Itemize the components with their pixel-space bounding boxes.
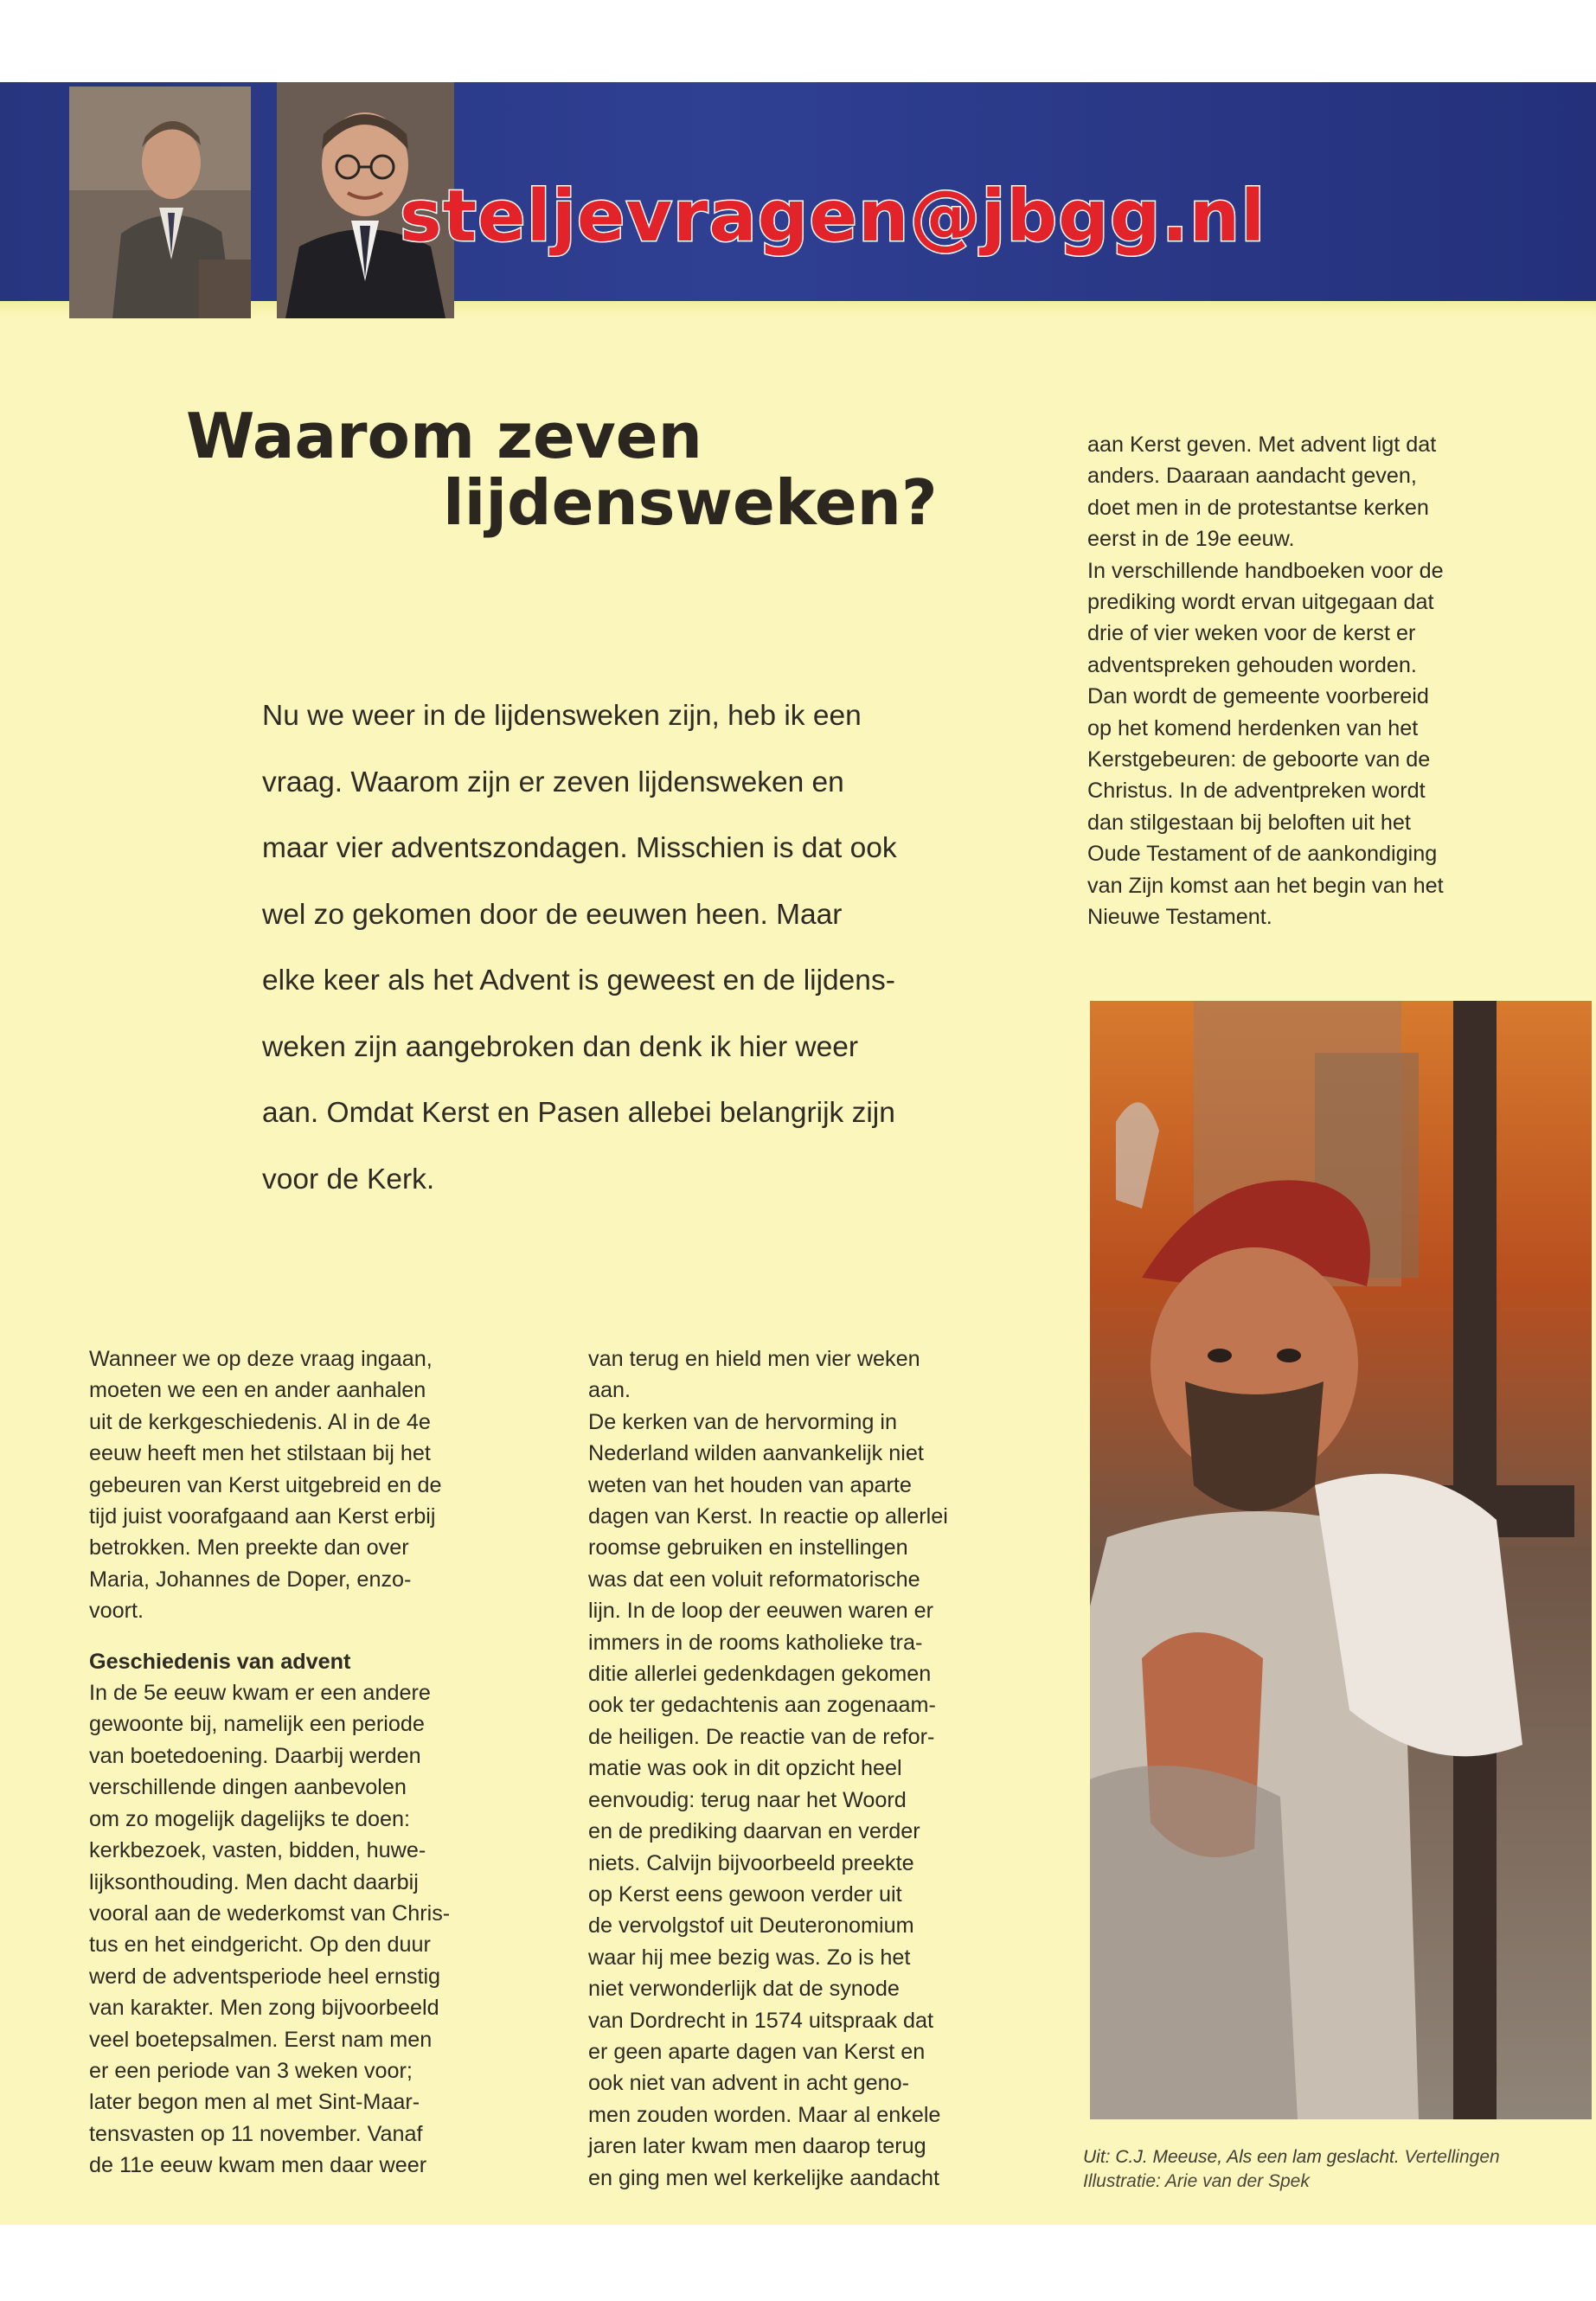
intro-line: Nu we weer in de lijdensweken zijn, heb ik een <box>262 700 862 732</box>
body-line: Maria, Johannes de Doper, enzo- <box>89 1567 412 1592</box>
body-line: In verschillende handboeken voor de <box>1087 558 1444 583</box>
body-line: van boetedoening. Daarbij werden <box>89 1743 421 1768</box>
body-line: moeten we een en ander aanhalen <box>89 1378 426 1403</box>
body-line: lijn. In de loop der eeuwen waren er <box>588 1599 934 1624</box>
body-line: lijksonthouding. Men dacht daarbij <box>89 1869 419 1894</box>
body-line: ook niet van advent in acht geno- <box>588 2071 910 2096</box>
intro-line: elke keer als het Advent is geweest en de lijdens- <box>262 965 895 997</box>
body-line: er geen aparte dagen van Kerst en <box>588 2039 926 2064</box>
body-line: In de 5e eeuw kwam er een andere <box>89 1681 431 1706</box>
body-line: op Kerst eens gewoon verder uit <box>588 1881 902 1907</box>
body-line: om zo mogelijk dagelijks te doen: <box>89 1806 411 1831</box>
body-line: verschillende dingen aanbevolen <box>89 1775 407 1800</box>
body-line: en de prediking daarvan en verder <box>588 1819 920 1844</box>
body-line: de heiligen. De reactie van de refor- <box>588 1724 935 1749</box>
intro-line: aan. Omdat Kerst en Pasen allebei belangrijk zijn <box>262 1097 895 1129</box>
section-subheading: Geschiedenis van advent <box>89 1649 351 1674</box>
body-column-2 <box>588 1343 1055 2194</box>
body-line: van Zijn komst aan het begin van het <box>1087 873 1444 898</box>
body-line: ook ter gedachtenis aan zogenaam- <box>588 1693 936 1718</box>
intro-line: maar vier adventszondagen. Misschien is dat ook <box>262 832 897 864</box>
intro-line: voor de Kerk. <box>262 1163 435 1195</box>
body-line: gebeuren van Kerst uitgebreid en de <box>89 1472 442 1497</box>
headline-line-1: Waarom zeven <box>186 400 702 472</box>
body-line: prediking wordt ervan uitgegaan dat <box>1087 590 1434 615</box>
intro-line: wel zo gekomen door de eeuwen heen. Maar <box>262 898 843 931</box>
body-line: de 11e eeuw kwam men daar weer <box>89 2153 427 2178</box>
caption-line-2: Illustratie: Arie van der Spek <box>1083 2171 1310 2191</box>
body-line: ditie allerlei gedenkdagen gekomen <box>588 1662 932 1687</box>
headline-line-2: lijdensweken? <box>443 466 938 539</box>
body-line: veel boetepsalmen. Eerst nam men <box>89 2027 433 2052</box>
body-line: van karakter. Men zong bijvoorbeeld <box>89 1996 439 2021</box>
body-column-1 <box>89 1343 556 2182</box>
body-line: van Dordrecht in 1574 uitspraak dat <box>588 2008 934 2033</box>
body-line: matie was ook in dit opzicht heel <box>588 1756 902 1781</box>
body-line: aan. <box>588 1378 631 1403</box>
body-line: De kerken van de hervorming in <box>588 1409 898 1434</box>
body-line: men zouden worden. Maar al enkele <box>588 2102 941 2127</box>
intro-question <box>262 683 1041 1213</box>
caption-source-cont: Vertellingen <box>1404 2147 1500 2167</box>
body-line: immers in de rooms katholieke tra- <box>588 1630 923 1655</box>
caption-source: Uit: C.J. Meeuse, Als een lam geslacht. <box>1083 2147 1405 2167</box>
body-line: anders. Daaraan aandacht geven, <box>1087 464 1417 489</box>
column-email-title: steljevragen@jbgg.nl <box>400 176 1266 258</box>
body-line: Nederland wilden aanvankelijk niet <box>588 1441 924 1466</box>
body-line: Dan wordt de gemeente voorbereid <box>1087 684 1429 709</box>
intro-line: weken zijn aangebroken dan denk ik hier weer <box>262 1030 859 1063</box>
body-line: doet men in de protestantse kerken <box>1087 495 1429 520</box>
body-line: later begon men al met Sint-Maar- <box>89 2090 420 2115</box>
body-line: op het komend herdenken van het <box>1087 715 1419 740</box>
body-line: Oude Testament of de aankondiging <box>1087 842 1438 867</box>
illustration-simon-carrying-cross <box>1090 1001 1592 2119</box>
body-line: van terug en hield men vier weken <box>588 1347 920 1371</box>
body-line: voort. <box>89 1599 144 1624</box>
body-line: adventspreken gehouden worden. <box>1087 652 1417 677</box>
body-line: was dat een voluit reformatorische <box>588 1567 920 1592</box>
body-line: werd de adventsperiode heel ernstig <box>89 1964 441 1989</box>
speaker-photo <box>69 87 251 318</box>
body-line: Nieuwe Testament. <box>1087 905 1272 930</box>
body-line: de vervolgstof uit Deuteronomium <box>588 1913 914 1939</box>
illustration-caption <box>1083 2145 1593 2194</box>
body-line: kerkbezoek, vasten, bidden, huwe- <box>89 1838 426 1863</box>
body-line: aan Kerst geven. Met advent ligt dat <box>1087 433 1437 457</box>
body-line: niets. Calvijn bijvoorbeeld preekte <box>588 1850 914 1875</box>
body-line: vooral aan de wederkomst van Chris- <box>89 1900 451 1926</box>
body-line: tus en het eindgericht. Op den duur <box>89 1932 431 1958</box>
body-line: roomse gebruiken en instellingen <box>588 1535 908 1561</box>
body-line: eeuw heeft men het stilstaan bij het <box>89 1441 431 1466</box>
body-line: Kerstgebeuren: de geboorte van de <box>1087 747 1431 772</box>
body-line: jaren later kwam men daarop terug <box>588 2134 926 2159</box>
body-line: en ging men wel kerkelijke aandacht <box>588 2165 940 2190</box>
body-line: betrokken. Men preekte dan over <box>89 1535 409 1561</box>
body-line: waar hij mee bezig was. Zo is het <box>588 1945 911 1970</box>
body-line: dan stilgestaan bij beloften uit het <box>1087 810 1411 835</box>
body-line: Wanneer we op deze vraag ingaan, <box>89 1347 433 1371</box>
caption-line-1 <box>1083 2145 1593 2170</box>
body-line: weten van het houden van aparte <box>588 1472 912 1497</box>
body-line: tensvasten op 11 november. Vanaf <box>89 2121 423 2146</box>
body-line: drie of vier weken voor de kerst er <box>1087 621 1416 646</box>
intro-line: vraag. Waarom zijn er zeven lijdensweken en <box>262 766 844 798</box>
body-line: er een periode van 3 weken voor; <box>89 2058 413 2083</box>
body-line: dagen van Kerst. In reactie op allerlei <box>588 1504 948 1529</box>
body-line: eerst in de 19e eeuw. <box>1087 527 1295 552</box>
body-line: uit de kerkgeschiedenis. Al in de 4e <box>89 1409 431 1434</box>
body-line: gewoonte bij, namelijk een periode <box>89 1712 425 1737</box>
body-line: niet verwonderlijk dat de synode <box>588 1977 900 2002</box>
body-line: tijd juist voorafgaand aan Kerst erbij <box>89 1504 436 1529</box>
body-column-3 <box>1087 429 1554 933</box>
body-line: Christus. In de adventpreken wordt <box>1087 779 1426 804</box>
body-line: eenvoudig: terug naar het Woord <box>588 1787 907 1812</box>
